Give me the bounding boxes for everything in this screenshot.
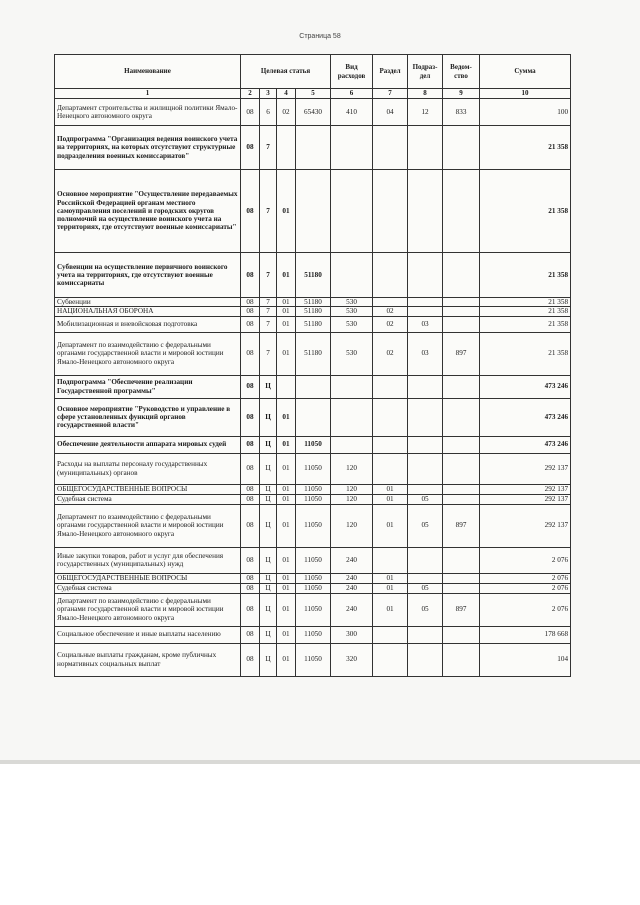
subsection-code	[408, 573, 443, 583]
department-code: 897	[443, 504, 480, 547]
page-number-label: Страница 58	[299, 33, 341, 40]
section-code	[373, 398, 408, 436]
subsection-code	[408, 253, 443, 298]
program-code: 08	[241, 170, 260, 253]
subprogram-code: Ц	[260, 436, 277, 453]
department-code	[443, 307, 480, 316]
direction-code: 51180	[296, 253, 331, 298]
amount-value: 178 668	[480, 626, 571, 643]
direction-code: 11050	[296, 573, 331, 583]
program-code: 08	[241, 126, 260, 170]
subsection-code	[408, 307, 443, 316]
table-row	[55, 573, 571, 583]
subsection-code	[408, 170, 443, 253]
activity-code: 01	[277, 332, 296, 375]
subprogram-code: 7	[260, 316, 277, 332]
section-code	[373, 547, 408, 573]
department-code	[443, 298, 480, 307]
amount-value: 473 246	[480, 398, 571, 436]
department-code	[443, 398, 480, 436]
amount-value: 292 137	[480, 504, 571, 547]
table-row	[55, 332, 571, 375]
direction-code: 11050	[296, 583, 331, 593]
subprogram-code: 6	[260, 99, 277, 126]
row-name: Департамент по взаимодействию с федеральными органами государственной власти и мировой юстиции Ямало-Ненецкого автономного округа	[55, 593, 241, 626]
direction-code	[296, 170, 331, 253]
activity-code: 01	[277, 316, 296, 332]
table-row	[55, 253, 571, 298]
subprogram-code: Ц	[260, 593, 277, 626]
subprogram-code: Ц	[260, 643, 277, 676]
amount-value: 473 246	[480, 375, 571, 398]
row-name: Подпрограмма "Организация ведения воинского учета на территориях, на которых отсутствуют структурные подразделения военных комиссариатов"	[55, 126, 241, 170]
subprogram-code: Ц	[260, 573, 277, 583]
expense-type-code: 530	[331, 332, 373, 375]
table-row	[55, 593, 571, 626]
activity-code: 01	[277, 626, 296, 643]
activity-code: 01	[277, 573, 296, 583]
table-row	[55, 453, 571, 484]
row-name: Подпрограмма "Обеспечение реализации Государственной программы"	[55, 375, 241, 398]
expense-type-code: 530	[331, 307, 373, 316]
expense-type-code	[331, 436, 373, 453]
column-number: 1	[55, 89, 241, 99]
row-name: Основное мероприятие "Осуществление передаваемых Российской Федерацией органам местного самоуправления поселений и городских округов полномочий на осуществление воинского учета на территориях, где отсутствуют военные комиссариаты"	[55, 170, 241, 253]
section-code: 01	[373, 583, 408, 593]
direction-code: 11050	[296, 436, 331, 453]
section-code	[373, 298, 408, 307]
subsection-code: 05	[408, 593, 443, 626]
department-code	[443, 126, 480, 170]
department-code: 833	[443, 99, 480, 126]
subsection-code	[408, 626, 443, 643]
program-code: 08	[241, 307, 260, 316]
expense-type-code: 240	[331, 573, 373, 583]
direction-code	[296, 126, 331, 170]
table-row	[55, 494, 571, 504]
column-number: 6	[331, 89, 373, 99]
column-number: 9	[443, 89, 480, 99]
amount-value: 473 246	[480, 436, 571, 453]
program-code: 08	[241, 583, 260, 593]
activity-code: 01	[277, 504, 296, 547]
expense-type-code: 120	[331, 453, 373, 484]
section-code: 01	[373, 593, 408, 626]
column-number: 8	[408, 89, 443, 99]
activity-code: 01	[277, 436, 296, 453]
row-name: Социальное обеспечение и иные выплаты населению	[55, 626, 241, 643]
program-code: 08	[241, 332, 260, 375]
subsection-code	[408, 643, 443, 676]
row-name: ОБЩЕГОСУДАРСТВЕННЫЕ ВОПРОСЫ	[55, 484, 241, 494]
header-department: Ведом-ство	[443, 55, 480, 89]
table-row	[55, 398, 571, 436]
section-code	[373, 453, 408, 484]
direction-code: 51180	[296, 307, 331, 316]
header-name: Наименование	[55, 55, 241, 89]
activity-code: 01	[277, 593, 296, 626]
program-code: 08	[241, 643, 260, 676]
expense-type-code: 320	[331, 643, 373, 676]
section-code	[373, 643, 408, 676]
department-code: 897	[443, 332, 480, 375]
amount-value: 292 137	[480, 494, 571, 504]
department-code	[443, 643, 480, 676]
department-code	[443, 436, 480, 453]
department-code	[443, 494, 480, 504]
header-subsection: Подраз-дел	[408, 55, 443, 89]
program-code: 08	[241, 453, 260, 484]
program-code: 08	[241, 494, 260, 504]
activity-code: 01	[277, 484, 296, 494]
budget-table	[54, 54, 571, 677]
subprogram-code: Ц	[260, 398, 277, 436]
subsection-code	[408, 375, 443, 398]
direction-code: 11050	[296, 494, 331, 504]
column-number: 7	[373, 89, 408, 99]
amount-value: 21 358	[480, 170, 571, 253]
program-code: 08	[241, 593, 260, 626]
department-code	[443, 170, 480, 253]
department-code	[443, 547, 480, 573]
subprogram-code: 7	[260, 253, 277, 298]
table-row	[55, 547, 571, 573]
subsection-code	[408, 126, 443, 170]
amount-value: 21 358	[480, 307, 571, 316]
expense-type-code	[331, 398, 373, 436]
subprogram-code: 7	[260, 298, 277, 307]
header-amount: Сумма	[480, 55, 571, 89]
subprogram-code: Ц	[260, 583, 277, 593]
table-row	[55, 126, 571, 170]
program-code: 08	[241, 436, 260, 453]
amount-value: 100	[480, 99, 571, 126]
table-row	[55, 504, 571, 547]
expense-type-code: 240	[331, 593, 373, 626]
direction-code: 11050	[296, 626, 331, 643]
section-code	[373, 375, 408, 398]
activity-code: 01	[277, 398, 296, 436]
amount-value: 21 358	[480, 298, 571, 307]
subprogram-code: Ц	[260, 494, 277, 504]
subprogram-code: 7	[260, 170, 277, 253]
subsection-code	[408, 398, 443, 436]
row-name: Мобилизационная и вневойсковая подготовка	[55, 316, 241, 332]
table-row	[55, 626, 571, 643]
table-row	[55, 307, 571, 316]
direction-code: 51180	[296, 316, 331, 332]
amount-value: 21 358	[480, 126, 571, 170]
activity-code: 01	[277, 643, 296, 676]
subsection-code	[408, 484, 443, 494]
column-number: 3	[260, 89, 277, 99]
expense-type-code: 410	[331, 99, 373, 126]
amount-value: 2 076	[480, 573, 571, 583]
header-section: Раздел	[373, 55, 408, 89]
subsection-code: 05	[408, 494, 443, 504]
direction-code: 11050	[296, 484, 331, 494]
expense-type-code: 120	[331, 494, 373, 504]
section-code: 02	[373, 307, 408, 316]
section-code	[373, 253, 408, 298]
program-code: 08	[241, 298, 260, 307]
row-name: ОБЩЕГОСУДАРСТВЕННЫЕ ВОПРОСЫ	[55, 573, 241, 583]
activity-code: 01	[277, 547, 296, 573]
program-code: 08	[241, 316, 260, 332]
column-number: 10	[480, 89, 571, 99]
activity-code: 01	[277, 253, 296, 298]
direction-code: 11050	[296, 547, 331, 573]
table-row	[55, 99, 571, 126]
table-row	[55, 170, 571, 253]
activity-code: 01	[277, 453, 296, 484]
amount-value: 2 076	[480, 547, 571, 573]
department-code	[443, 573, 480, 583]
expense-type-code	[331, 126, 373, 170]
row-name: Основное мероприятие "Руководство и управление в сфере установленных функций органов государственной власти"	[55, 398, 241, 436]
row-name: Расходы на выплаты персоналу государственных (муниципальных) органов	[55, 453, 241, 484]
row-name: Обеспечение деятельности аппарата мировых судей	[55, 436, 241, 453]
row-name: Департамент строительства и жилищной политики Ямало-Ненецкого автономного округа	[55, 99, 241, 126]
program-code: 08	[241, 547, 260, 573]
direction-code	[296, 398, 331, 436]
activity-code: 01	[277, 298, 296, 307]
expense-type-code	[331, 375, 373, 398]
row-name: Судебная система	[55, 583, 241, 593]
amount-value: 2 076	[480, 593, 571, 626]
program-code: 08	[241, 99, 260, 126]
program-code: 08	[241, 504, 260, 547]
expense-type-code: 120	[331, 504, 373, 547]
direction-code: 11050	[296, 593, 331, 626]
direction-code: 51180	[296, 332, 331, 375]
table-row	[55, 583, 571, 593]
department-code: 897	[443, 593, 480, 626]
subprogram-code: 7	[260, 126, 277, 170]
program-code: 08	[241, 398, 260, 436]
department-code	[443, 375, 480, 398]
expense-type-code	[331, 170, 373, 253]
section-code: 04	[373, 99, 408, 126]
subsection-code	[408, 298, 443, 307]
program-code: 08	[241, 375, 260, 398]
subsection-code: 03	[408, 332, 443, 375]
direction-code: 11050	[296, 453, 331, 484]
subprogram-code: 7	[260, 307, 277, 316]
amount-value: 21 358	[480, 332, 571, 375]
column-number-row	[55, 89, 571, 99]
program-code: 08	[241, 573, 260, 583]
department-code	[443, 583, 480, 593]
direction-code: 11050	[296, 643, 331, 676]
expense-type-code: 530	[331, 298, 373, 307]
section-code	[373, 436, 408, 453]
activity-code: 01	[277, 307, 296, 316]
row-name: Социальные выплаты гражданам, кроме публичных нормативных социальных выплат	[55, 643, 241, 676]
scan-edge	[0, 760, 640, 764]
subsection-code	[408, 547, 443, 573]
expense-type-code: 530	[331, 316, 373, 332]
section-code: 01	[373, 484, 408, 494]
table-row	[55, 484, 571, 494]
expense-type-code	[331, 253, 373, 298]
section-code	[373, 126, 408, 170]
subprogram-code: 7	[260, 332, 277, 375]
activity-code: 01	[277, 494, 296, 504]
activity-code: 02	[277, 99, 296, 126]
subsection-code: 12	[408, 99, 443, 126]
table-row	[55, 436, 571, 453]
department-code	[443, 253, 480, 298]
program-code: 08	[241, 484, 260, 494]
table-row	[55, 316, 571, 332]
row-name: Субвенции на осуществление первичного воинского учета на территориях, где отсутствуют военные комиссариаты	[55, 253, 241, 298]
expense-type-code: 240	[331, 547, 373, 573]
section-code	[373, 626, 408, 643]
section-code: 02	[373, 332, 408, 375]
activity-code	[277, 375, 296, 398]
expense-type-code: 300	[331, 626, 373, 643]
table-row	[55, 643, 571, 676]
direction-code: 65430	[296, 99, 331, 126]
row-name: Иные закупки товаров, работ и услуг для обеспечения государственных (муниципальных) нужд	[55, 547, 241, 573]
activity-code: 01	[277, 170, 296, 253]
amount-value: 292 137	[480, 453, 571, 484]
table-row	[55, 375, 571, 398]
row-name: Департамент по взаимодействию с федеральными органами государственной власти и мировой юстиции Ямало-Ненецкого автономного округа	[55, 332, 241, 375]
subprogram-code: Ц	[260, 504, 277, 547]
header-expense-type: Вид расходов	[331, 55, 373, 89]
row-name: Субвенции	[55, 298, 241, 307]
column-number: 5	[296, 89, 331, 99]
amount-value: 104	[480, 643, 571, 676]
amount-value: 21 358	[480, 253, 571, 298]
subsection-code	[408, 436, 443, 453]
direction-code: 51180	[296, 298, 331, 307]
header-target-article: Целевая статья	[241, 55, 331, 89]
row-name: НАЦИОНАЛЬНАЯ ОБОРОНА	[55, 307, 241, 316]
row-name: Департамент по взаимодействию с федеральными органами государственной власти и мировой юстиции Ямало-Ненецкого автономного округа	[55, 504, 241, 547]
column-number: 4	[277, 89, 296, 99]
amount-value: 292 137	[480, 484, 571, 494]
subsection-code: 05	[408, 504, 443, 547]
activity-code	[277, 126, 296, 170]
row-name: Судебная система	[55, 494, 241, 504]
section-code	[373, 170, 408, 253]
section-code: 02	[373, 316, 408, 332]
subsection-code: 03	[408, 316, 443, 332]
department-code	[443, 626, 480, 643]
subprogram-code: Ц	[260, 453, 277, 484]
table-row	[55, 298, 571, 307]
amount-value: 2 076	[480, 583, 571, 593]
department-code	[443, 484, 480, 494]
subprogram-code: Ц	[260, 547, 277, 573]
expense-type-code: 240	[331, 583, 373, 593]
subprogram-code: Ц	[260, 484, 277, 494]
department-code	[443, 316, 480, 332]
section-code: 01	[373, 504, 408, 547]
direction-code	[296, 375, 331, 398]
expense-type-code: 120	[331, 484, 373, 494]
subsection-code: 05	[408, 583, 443, 593]
program-code: 08	[241, 253, 260, 298]
subsection-code	[408, 453, 443, 484]
subprogram-code: Ц	[260, 375, 277, 398]
direction-code: 11050	[296, 504, 331, 547]
amount-value: 21 358	[480, 316, 571, 332]
activity-code: 01	[277, 583, 296, 593]
department-code	[443, 453, 480, 484]
section-code: 01	[373, 573, 408, 583]
program-code: 08	[241, 626, 260, 643]
subprogram-code: Ц	[260, 626, 277, 643]
section-code: 01	[373, 494, 408, 504]
column-number: 2	[241, 89, 260, 99]
header-row	[55, 55, 571, 89]
